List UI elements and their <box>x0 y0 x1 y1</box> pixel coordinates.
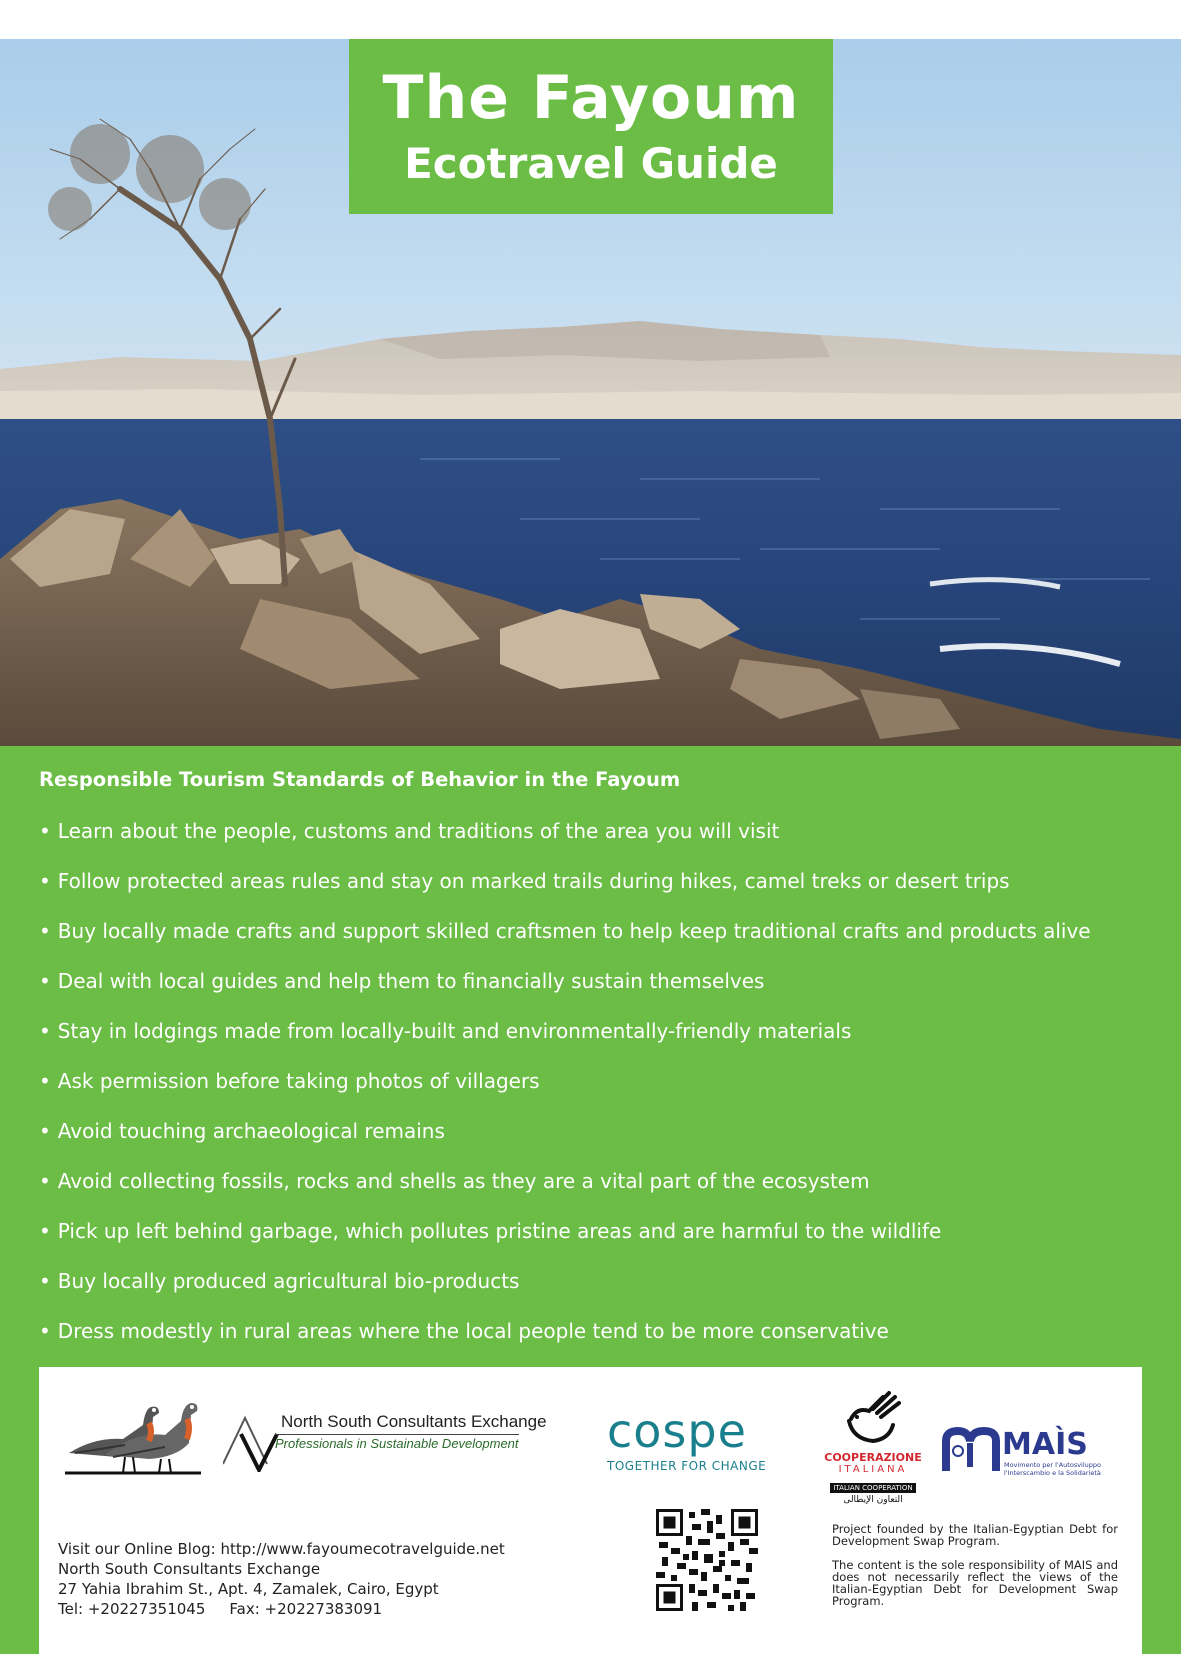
standard-item: • Avoid collecting fossils, rocks and shells as they are a vital part of the ecosystem <box>39 1156 1159 1206</box>
standard-item: • Buy locally produced agricultural bio-products <box>39 1256 1159 1306</box>
standard-item: • Follow protected areas rules and stay on marked trails during hikes, camel treks or desert trips <box>39 856 1159 906</box>
standards-heading: Responsible Tourism Standards of Behavior in the Fayoum <box>39 768 681 791</box>
title-sub: Ecotravel Guide <box>404 138 778 188</box>
funding-note: Project founded by the Italian-Egyptian Debt for Development Swap Program. <box>832 1522 1118 1548</box>
mais-logo <box>942 1427 1112 1483</box>
cooperazione-italiana-logo <box>821 1389 925 1513</box>
standard-item: • Ask permission before taking photos of villagers <box>39 1056 1159 1106</box>
responsibility-note: The content is the sole responsibility of MAIS and does not necessarily reflect the views of the Italian-Egyptian Debt for Development Swap Program. <box>832 1558 1118 1608</box>
contact-address: 27 Yahia Ibrahim St., Apt. 4, Zamalek, Cairo, Egypt <box>58 1580 439 1598</box>
coop-italiana: ITALIANA <box>838 1464 908 1475</box>
contact-tel: Tel: +20227351045 <box>58 1600 206 1618</box>
coop-arabic: التعاون الإيطالى <box>843 1495 903 1505</box>
contact-fax: Fax: +20227383091 <box>229 1600 383 1618</box>
title-box <box>349 39 833 214</box>
cospe-logo <box>607 1404 767 1477</box>
contact-org: North South Consultants Exchange <box>58 1560 321 1578</box>
standard-item: • Stay in lodgings made from locally-built and environmentally-friendly materials <box>39 1006 1159 1056</box>
contact-info <box>58 1539 505 1619</box>
geese-logo <box>65 1395 201 1477</box>
dove-hand-icon <box>843 1389 903 1447</box>
footer-panel <box>39 1367 1142 1654</box>
coop-band: ITALIAN COOPERATION <box>830 1483 915 1493</box>
standard-item: • Avoid touching archaeological remains <box>39 1106 1159 1156</box>
contact-phone-line <box>58 1599 505 1619</box>
nsce-name: North South Consultants Exchange <box>281 1412 547 1431</box>
nsce-tagline: Professionals in Sustainable Development <box>275 1436 519 1451</box>
mais-wordmark: MAÌS <box>1002 1427 1088 1462</box>
standards-list <box>39 806 1159 1356</box>
qr-code[interactable] <box>656 1509 758 1611</box>
blog-link[interactable]: Visit our Online Blog: http://www.fayoumecotravelguide.net <box>58 1540 505 1558</box>
mais-subtitle: Movimento per l'Autosviluppo l'Interscambio e la Solidarietà <box>1004 1461 1102 1477</box>
cospe-tagline: TOGETHER FOR CHANGE <box>607 1459 767 1473</box>
standard-item: • Learn about the people, customs and traditions of the area you will visit <box>39 806 1159 856</box>
standard-item: • Deal with local guides and help them to financially sustain themselves <box>39 956 1159 1006</box>
standard-item: • Dress modestly in rural areas where the local people tend to be more conservative <box>39 1306 1159 1356</box>
title-main: The Fayoum <box>382 62 800 133</box>
standard-item: • Pick up left behind garbage, which pollutes pristine areas and are harmful to the wildlife <box>39 1206 1159 1256</box>
disclaimer <box>832 1523 1118 1607</box>
coop-wordmark: COOPERAZIONE <box>824 1451 922 1464</box>
nsce-logo <box>223 1412 623 1472</box>
cospe-wordmark: cospe <box>607 1404 747 1458</box>
standard-item: • Buy locally made crafts and support skilled craftsmen to help keep traditional crafts and products alive <box>39 906 1159 956</box>
mais-emblem-icon <box>942 1427 1002 1477</box>
